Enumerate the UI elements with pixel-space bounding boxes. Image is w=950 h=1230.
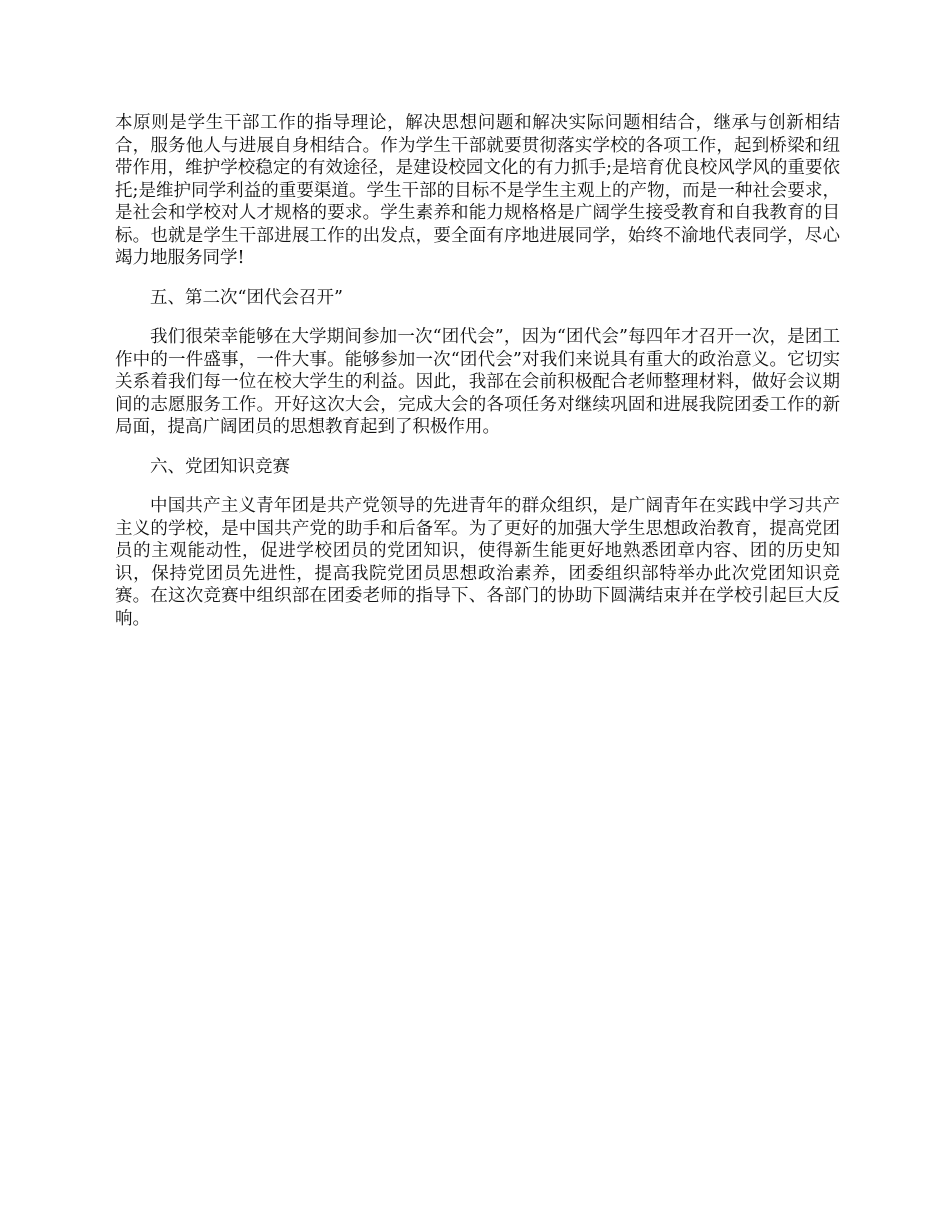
body-paragraph-principles: 本原则是学生干部工作的指导理论，解决思想问题和解决实际问题相结合，继承与创新相结合，服务他人与进展自身相结合。作为学生干部就要贯彻落实学校的各项工作，起到桥梁和纽带作用，维护学校稳定的有效途径，是建设校园文化的有力抓手;是培育优良校风学风的重要依托;是维护同学利益的重要渠道。学生干部的目标不是学生主观上的产物，而是一种社会要求，是社会和学校对人才规格的要求。学生素养和能力规格格是广阔学生接受教育和自我教育的目标。也就是学生干部进展工作的出发点，要全面有序地进展同学，始终不渝地代表同学，尽心竭力地服务同学! bbox=[115, 113, 840, 268]
document-page bbox=[115, 112, 840, 647]
body-paragraph-quiz: 中国共产主义青年团是共产党领导的先进青年的群众组织，是广阔青年在实践中学习共产主义的学校，是中国共产党的助手和后备军。为了更好的加强大学生思想政治教育，提高党团员的主观能动性，促进学校团员的党团知识，使得新生能更好地熟悉团章内容、团的历史知识，保持党团员先进性，提高我院党团员思想政治素养，团委组织部特举办此次党团知识竞赛。在这次竞赛中组织部在团委老师的指导下、各部门的协助下圆满结束并在学校引起巨大反响。 bbox=[115, 496, 840, 629]
body-paragraph-congress: 我们很荣幸能够在大学期间参加一次“团代会”，因为“团代会”每四年才召开一次，是团工作中的一件盛事，一件大事。能够参加一次“团代会”对我们来说具有重大的政治意义。它切实关系着我们每一位在校大学生的利益。因此，我部在会前积极配合老师整理材料，做好会议期间的志愿服务工作。开好这次大会，完成大会的各项任务对继续巩固和进展我院团委工作的新局面，提高广阔团员的思想教育起到了积极作用。 bbox=[115, 327, 840, 437]
section-heading-six: 六、党团知识竞赛 bbox=[150, 456, 290, 477]
section-heading-five: 五、第二次“团代会召开” bbox=[150, 287, 343, 308]
